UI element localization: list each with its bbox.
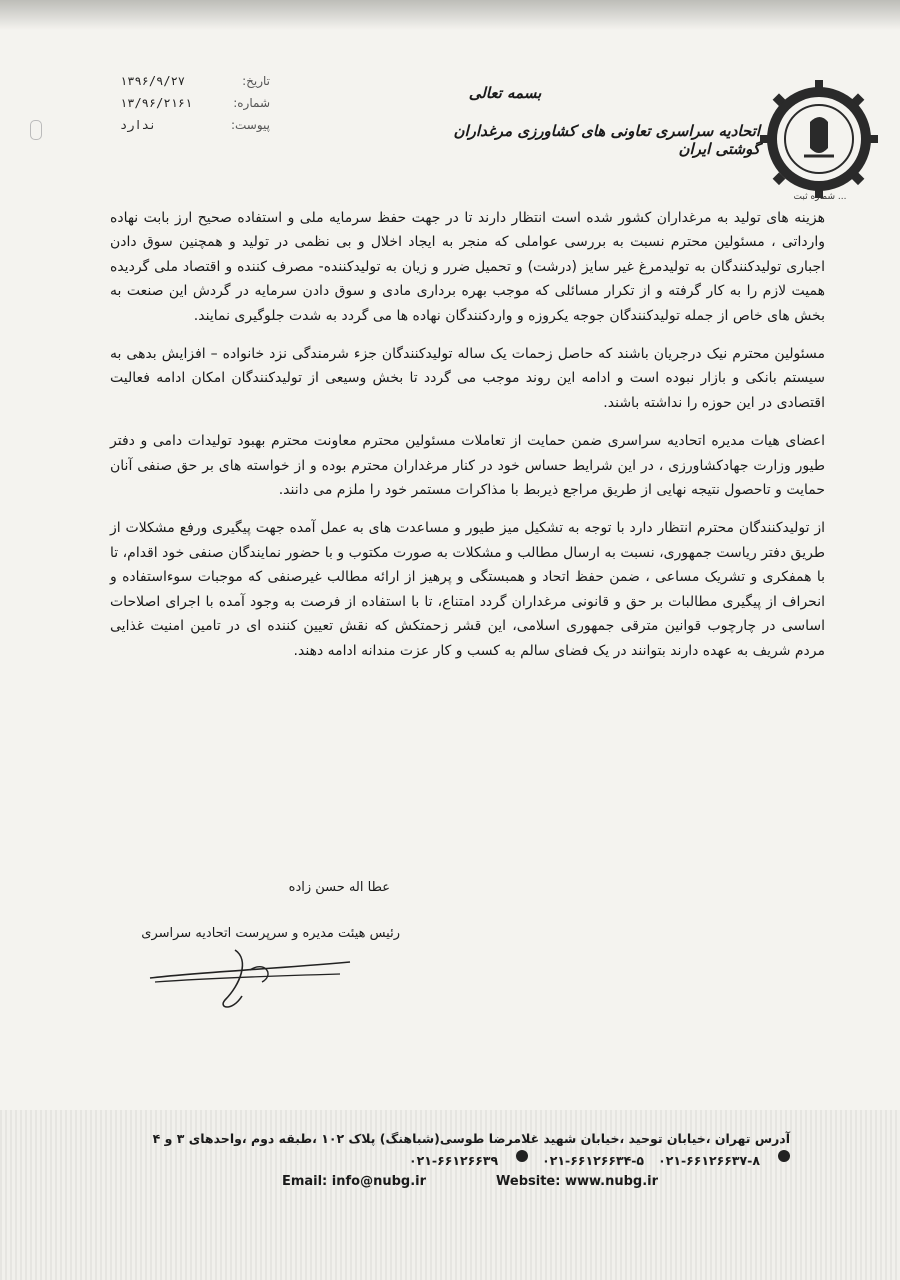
letter-footer	[150, 1128, 790, 1189]
date-value: ۱۳۹۶/۹/۲۷	[120, 74, 186, 88]
union-logo-icon	[760, 80, 878, 198]
organization-name: اتحادیه سراسری تعاونی های کشاورزی مرغداران گوشتی ایران	[453, 122, 760, 158]
attachment-value: ندارد	[120, 118, 157, 132]
date-label: تاریخ:	[242, 74, 270, 88]
body-paragraph: از تولیدکنندگان محترم انتظار دارد با توجه به تشکیل میز طیور و مساعدت های به عمل آمده جهت پیگیری ورفع مشکلات از طریق دفتر ریاست جمهوری، نسبت به ارسال مطالب و مشکلات به صورت مکتوب و با حضور نمایندگان صنفی خود اقدام، تا با همفکری و تشریک مساعی ، ضمن حفظ اتحاد و همبستگی و پرهیز از ارائه مطالب غیرصنفی که موجبات سوءاستفاده و انحراف از پیگیری مطالبات بر حق و قانونی مرغداران گردد امتناع، تا با استفاده از فرصت به وجود آمده با اجرای اصلاحات اساسی در چارچوب قوانین مترقی جمهوری اسلامی، این قشر زحمتکش که نقش تعیین کننده ای در تامین امنیت غذایی مردم شریف به عهده دارند بتوانند در یک فضای سالم به کسب و کار عزت مندانه ادامه دهند.	[110, 520, 825, 659]
signer-name: عطا اله حسن زاده	[288, 880, 390, 895]
number-row	[120, 92, 270, 114]
fax-number: ۰۲۱-۶۶۱۲۶۶۳۹	[409, 1153, 499, 1168]
email-label: Email:	[281, 1174, 328, 1189]
attachment-label: پیوست:	[230, 118, 270, 132]
attachment-row	[120, 114, 270, 136]
phone-icon	[778, 1150, 790, 1162]
basmala: بسمه تعالی	[468, 84, 542, 102]
scan-top-edge	[0, 0, 900, 30]
footer-address: آدرس تهران ،خیابان توحید ،خیابان شهید غلامرضا طوسی(شباهنگ) پلاک ۱۰۲ ،طبقه دوم ،واحدهای ۳ و ۴	[152, 1131, 790, 1146]
email[interactable]	[282, 1174, 426, 1189]
logo-caption: شماره ثبت ...	[793, 192, 847, 202]
phone-number-1: ۰۲۱-۶۶۱۲۶۶۳۷-۸	[658, 1153, 760, 1168]
letter-meta	[120, 70, 270, 136]
email-address[interactable]: info@nubg.ir	[331, 1174, 427, 1189]
body-paragraph: مسئولین محترم نیک درجریان باشند که حاصل زحمات یک ساله تولیدکنندگان جزء شرمندگی نزد خانواده – افزایش بدهی به سیستم بانکی و بازار نبوده است و ادامه این روند موجب می گردد تا بخش وسیعی از تولیدکنندگان امکان ادامه فعالیت اقتصادی در این حوزه را نداشته باشند.	[110, 346, 825, 411]
website-label: Website:	[496, 1174, 561, 1189]
body-paragraph: هزینه های تولید به مرغداران کشور شده است انتظار دارند تا در جهت حفظ سرمایه ملی و استفاده صحیح ارز بابت نهاده وارداتی ، مسئولین محترم نسبت به بررسی عواملی که منجر به ایجاد اخلال و بی نظمی در تولید و همچنین سوق دادن اجباری تولیدکنندگان به تولیدمرغ غیر سایز (درشت) و تحمیل ضرر و زیان به تولیدکننده- مصرف کننده و اقتصاد ملی گردیده همیت لازم را به کار گرفته و از تکرار مسائلی که موجب بهره برداری مادی و سوق دادن سرمایه در گردش این صنعت به بخش های خاص از جمله تولیدکنندگان جوجه یکروزه و واردکنندگان نهاده ها می گردد به شدت جلوگیری نمایند.	[110, 210, 825, 324]
fax-icon	[516, 1150, 528, 1162]
handwritten-signature	[140, 930, 360, 1020]
website-url[interactable]: www.nubg.ir	[564, 1174, 659, 1189]
body-paragraph: اعضای هیات مدیره اتحادیه سراسری ضمن حمایت از تعاملات مسئولین محترم معاونت محترم بهبود تولیدات دامی و دفتر طیور وزارت جهادکشاورزی ، در این شرایط حساس خود در کنار مرغداران محترم بوده و از خواسته های بر حق صنفی آنان حمایت و تاحصول نتیجه نهایی از طریق مراجع ذیربط با مذاکرات مستمر خود را ملزم می دانند.	[110, 433, 825, 499]
date-row	[120, 70, 270, 92]
phone-number-2: ۰۲۱-۶۶۱۲۶۶۳۴-۵	[542, 1153, 645, 1168]
footer-phones	[150, 1150, 790, 1172]
footer-web	[150, 1174, 790, 1189]
website[interactable]	[496, 1174, 658, 1189]
letter-body	[110, 206, 825, 677]
signer-title: رئیس هیئت مدیره و سرپرست اتحادیه سراسری	[141, 926, 400, 941]
punch-hole	[30, 120, 42, 140]
number-value: ۱۳/۹۶/۲۱۶۱	[120, 96, 193, 110]
number-label: شماره:	[233, 96, 270, 110]
